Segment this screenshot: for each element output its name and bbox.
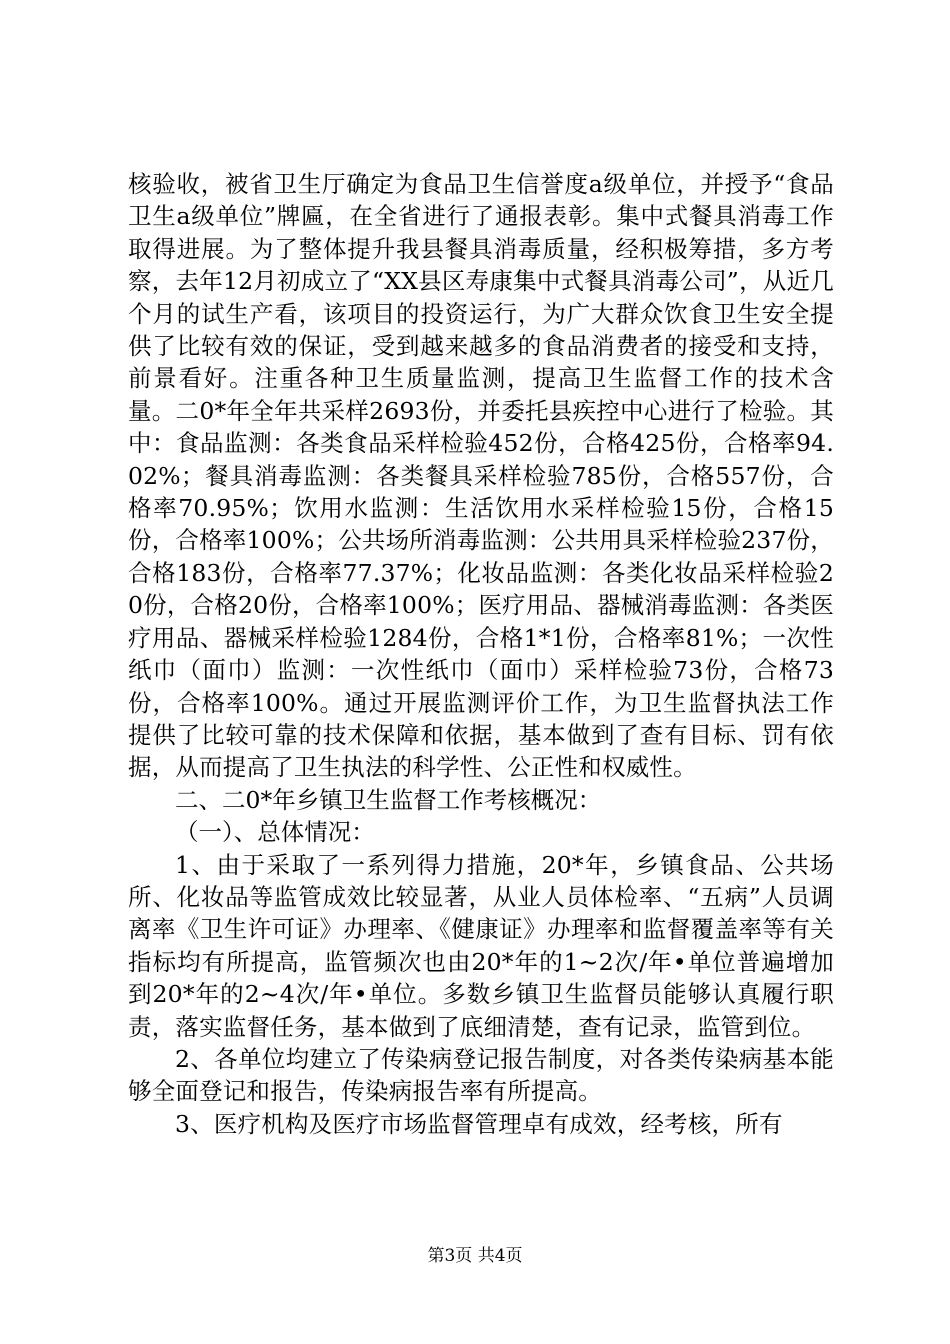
subsection-heading-overall: （一）、总体情况：	[175, 818, 375, 847]
paragraph-monitoring-results: 核验收，被省卫生厅确定为食品卫生信誉度a级单位，并授予“食品卫生a级单位”牌匾，在全省进行了通报表彰。集中式餐具消毒工作取得进展。为了整体提升我县餐具消毒质量，经积极筹措，多方考察，去年12月初成立了“XX县区寿康集中式餐具消毒公司”，从近几个月的试生产看，该项目的投资运行，为广大群众饮食卫生安全提供了比较有效的保证，受到越来越多的食品消费者的接受和支持，前景看好。注重各种卫生质量监测，提高卫生监督工作的技术含量。二0*年全年共采样2693份，并委托县疾控中心进行了检验。其中：食品监测：各类食品采样检验452份，合格425份，合格率94.02%；餐具消毒监测：各类餐具采样检验785份，合格557份，合格率70.95%；饮用水监测：生活饮用水采样检验15份，合格15份，合格率100%；公共场所消毒监测：公共用具采样检验237份，合格183份，合格率77.37%；化妆品监测：各类化妆品采样检验20份，合格20份，合格率100%；医疗用品、器械消毒监测：各类医疗用品、器械采样检验1284份，合格1*1份，合格率81%；一次性纸巾（面巾）监测：一次性纸巾（面巾）采样检验73份，合格73份，合格率100%。通过开展监测评价工作，为卫生监督执法工作提供了比较可靠的技术保障和依据，基本做到了查有目标、罚有依据，从而提高了卫生执法的科学性、公正性和权威性。	[128, 170, 834, 782]
document-body	[128, 168, 834, 1140]
paragraph-item-1: 1、由于采取了一系列得力措施，20*年，乡镇食品、公共场所、化妆品等监管成效比较显著，从业人员体检率、“五病”人员调离率《卫生许可证》办理率、《健康证》办理率和监督覆盖率等有关指标均有所提高，监管频次也由20*年的1~2次/年•单位普遍增加到20*年的2~4次/年•单位。多数乡镇卫生监督员能够认真履行职责，落实监督任务，基本做到了底细清楚，查有记录，监管到位。	[128, 850, 834, 1041]
paragraph-item-2: 2、各单位均建立了传染病登记报告制度，对各类传染病基本能够全面登记和报告，传染病报告率有所提高。	[128, 1044, 834, 1106]
paragraph-item-3: 3、医疗机构及医疗市场监督管理卓有成效，经考核，所有	[175, 1109, 783, 1138]
page-footer: 第3页 共4页	[427, 1246, 523, 1266]
section-heading-township-assessment: 二、二0*年乡镇卫生监督工作考核概况：	[175, 785, 602, 814]
